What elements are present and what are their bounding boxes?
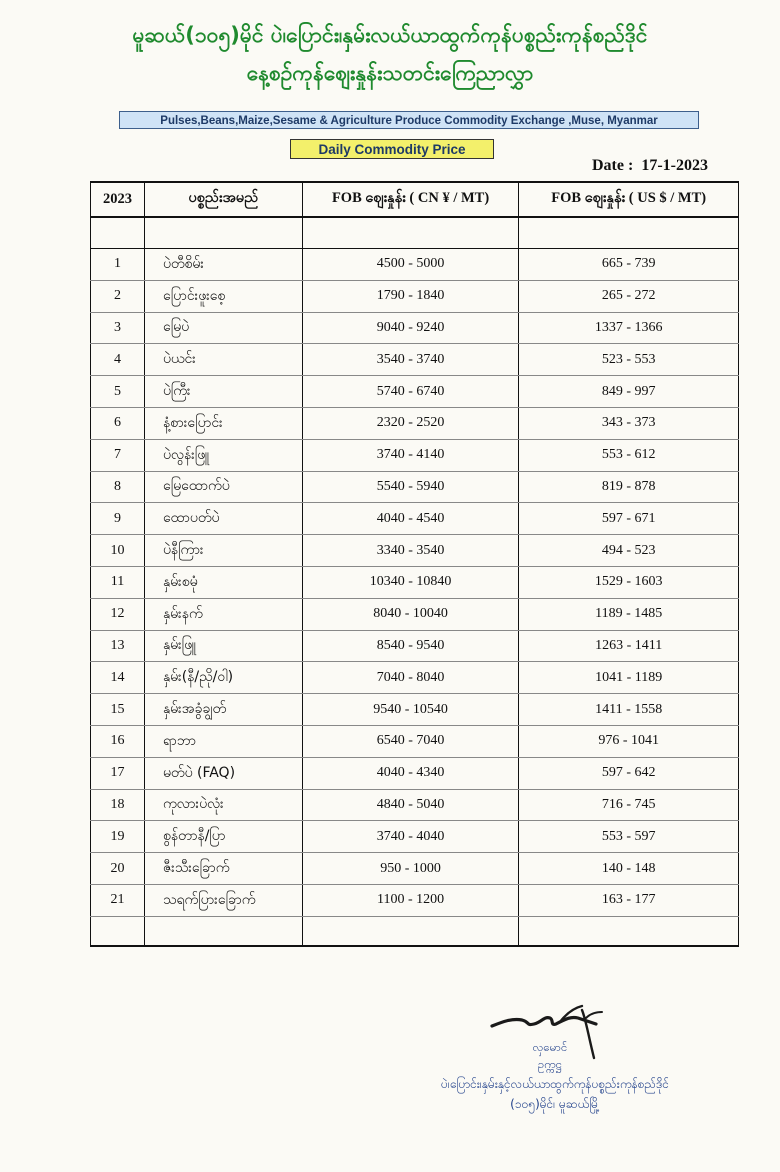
commodity-name: မတ်ပဲ (FAQ) — [144, 757, 302, 789]
price-usd: 1041 - 1189 — [519, 662, 739, 694]
price-usd: 163 - 177 — [519, 884, 739, 916]
row-number: 19 — [91, 821, 145, 853]
exchange-name-banner: Pulses,Beans,Maize,Sesame & Agriculture Produce Commodity Exchange ,Muse, Myanmar — [119, 111, 699, 129]
commodity-name: ရာဘာ — [144, 725, 302, 757]
row-number: 3 — [91, 312, 145, 344]
price-usd: 849 - 997 — [519, 376, 739, 408]
table-row — [91, 853, 739, 885]
header-fob-cny: FOB ဈေးနှုန်း ( CN ¥ / MT) — [302, 182, 519, 217]
table-row — [91, 821, 739, 853]
date-line — [588, 157, 708, 175]
table-row — [91, 694, 739, 726]
commodity-name: ပဲလွန်းဖြူ — [144, 439, 302, 471]
price-cny: 1100 - 1200 — [302, 884, 519, 916]
blank-row — [91, 217, 739, 249]
price-usd: 1337 - 1366 — [519, 312, 739, 344]
row-number: 18 — [91, 789, 145, 821]
table-row — [91, 757, 739, 789]
table-row — [91, 471, 739, 503]
price-cny: 2320 - 2520 — [302, 407, 519, 439]
price-cny: 3740 - 4040 — [302, 821, 519, 853]
commodity-name: နှမ်းအခွံချွတ် — [144, 694, 302, 726]
date-label: Date : — [592, 157, 634, 174]
price-usd: 597 - 671 — [519, 503, 739, 535]
price-cny: 3340 - 3540 — [302, 535, 519, 567]
price-cny: 9540 - 10540 — [302, 694, 519, 726]
row-number: 9 — [91, 503, 145, 535]
signatory-name: လှမောင် — [532, 1040, 568, 1054]
price-usd: 716 - 745 — [519, 789, 739, 821]
row-number: 17 — [91, 757, 145, 789]
price-cny: 3540 - 3740 — [302, 344, 519, 376]
signatory-organization: ပဲ၊ပြောင်း၊နှမ်းနှင့်လယ်ယာထွက်ကုန်ပစ္စည်းကုန်စည်ဒိုင် — [440, 1077, 670, 1091]
row-number: 7 — [91, 439, 145, 471]
table-row — [91, 407, 739, 439]
table-row — [91, 598, 739, 630]
table-row — [91, 312, 739, 344]
header-fob-usd: FOB ဈေးနှုန်း ( US $ / MT) — [519, 182, 739, 217]
table-row — [91, 503, 739, 535]
row-number: 2 — [91, 280, 145, 312]
commodity-name: မြေထောက်ပဲ — [144, 471, 302, 503]
row-number: 6 — [91, 407, 145, 439]
price-usd: 665 - 739 — [519, 249, 739, 281]
price-cny: 3740 - 4140 — [302, 439, 519, 471]
price-cny: 10340 - 10840 — [302, 566, 519, 598]
price-cny: 950 - 1000 — [302, 853, 519, 885]
commodity-name: နှမ်းဖြူ — [144, 630, 302, 662]
commodity-name: မြေပဲ — [144, 312, 302, 344]
price-cny: 1790 - 1840 — [302, 280, 519, 312]
price-usd: 1529 - 1603 — [519, 566, 739, 598]
header-year: 2023 — [91, 182, 145, 217]
price-cny: 8540 - 9540 — [302, 630, 519, 662]
price-cny: 9040 - 9240 — [302, 312, 519, 344]
row-number: 21 — [91, 884, 145, 916]
commodity-name: စွန်တာနီ/ပြာ — [144, 821, 302, 853]
price-usd: 1263 - 1411 — [519, 630, 739, 662]
commodity-name: နှမ်းနက် — [144, 598, 302, 630]
price-usd: 1411 - 1558 — [519, 694, 739, 726]
table-row — [91, 280, 739, 312]
row-number: 13 — [91, 630, 145, 662]
table-row — [91, 344, 739, 376]
signatory-title: ဥက္ကဋ္ဌ — [538, 1057, 562, 1071]
price-cny: 5740 - 6740 — [302, 376, 519, 408]
price-cny: 4040 - 4340 — [302, 757, 519, 789]
daily-commodity-price-label: Daily Commodity Price — [290, 139, 494, 159]
table-row — [91, 789, 739, 821]
row-number: 14 — [91, 662, 145, 694]
row-number: 4 — [91, 344, 145, 376]
table-row — [91, 884, 739, 916]
commodity-name: နှမ်း(နီ/ညို/ဝါ) — [144, 662, 302, 694]
commodity-name: ပဲယင်း — [144, 344, 302, 376]
blank-row — [91, 916, 739, 946]
table-header-row — [91, 182, 739, 217]
price-usd: 140 - 148 — [519, 853, 739, 885]
price-usd: 1189 - 1485 — [519, 598, 739, 630]
row-number: 8 — [91, 471, 145, 503]
price-usd: 553 - 597 — [519, 821, 739, 853]
row-number: 11 — [91, 566, 145, 598]
table-row — [91, 376, 739, 408]
table-row — [91, 725, 739, 757]
row-number: 15 — [91, 694, 145, 726]
title-line-2: နေ့စဉ်ကုန်ဈေးနှုန်းသတင်းကြေညာလွှာ — [246, 61, 534, 85]
commodity-name: နံ့စားပြောင်း — [144, 407, 302, 439]
commodity-name: ပဲတီစိမ်း — [144, 249, 302, 281]
date-value: 17-1-2023 — [641, 157, 708, 174]
table-row — [91, 630, 739, 662]
commodity-name: ပဲကြီး — [144, 376, 302, 408]
price-cny: 7040 - 8040 — [302, 662, 519, 694]
price-usd: 494 - 523 — [519, 535, 739, 567]
row-number: 5 — [91, 376, 145, 408]
commodity-name: သရက်ပြားခြောက် — [144, 884, 302, 916]
commodity-name: ထောပတ်ပဲ — [144, 503, 302, 535]
commodity-name: ဇီးသီးခြောက် — [144, 853, 302, 885]
row-number: 12 — [91, 598, 145, 630]
row-number: 1 — [91, 249, 145, 281]
row-number: 16 — [91, 725, 145, 757]
commodity-name: ကုလားပဲလုံး — [144, 789, 302, 821]
price-usd: 265 - 272 — [519, 280, 739, 312]
price-table — [90, 181, 739, 947]
price-usd: 343 - 373 — [519, 407, 739, 439]
table-row — [91, 662, 739, 694]
table-row — [91, 249, 739, 281]
table-row — [91, 535, 739, 567]
price-usd: 597 - 642 — [519, 757, 739, 789]
price-cny: 4840 - 5040 — [302, 789, 519, 821]
commodity-name: ပြောင်းဖူးစေ့ — [144, 280, 302, 312]
price-cny: 5540 - 5940 — [302, 471, 519, 503]
row-number: 20 — [91, 853, 145, 885]
row-number: 10 — [91, 535, 145, 567]
header-commodity-name: ပစ္စည်းအမည် — [144, 182, 302, 217]
commodity-name: ပဲနီကြား — [144, 535, 302, 567]
price-cny: 4040 - 4540 — [302, 503, 519, 535]
signatory-place: (၁၀၅)မိုင်၊ မူဆယ်မြို့ — [510, 1097, 600, 1111]
price-usd: 819 - 878 — [519, 471, 739, 503]
title-line-1: မူဆယ်(၁၀၅)မိုင် ပဲ၊ပြောင်း၊နှမ်းလယ်ယာထွက်ကုန်ပစ္စည်းကုန်စည်ဒိုင် — [132, 23, 648, 47]
table-row — [91, 566, 739, 598]
table-row — [91, 439, 739, 471]
price-usd: 523 - 553 — [519, 344, 739, 376]
price-usd: 976 - 1041 — [519, 725, 739, 757]
price-cny: 8040 - 10040 — [302, 598, 519, 630]
price-cny: 4500 - 5000 — [302, 249, 519, 281]
price-cny: 6540 - 7040 — [302, 725, 519, 757]
price-usd: 553 - 612 — [519, 439, 739, 471]
commodity-name: နှမ်းစမုံ — [144, 566, 302, 598]
